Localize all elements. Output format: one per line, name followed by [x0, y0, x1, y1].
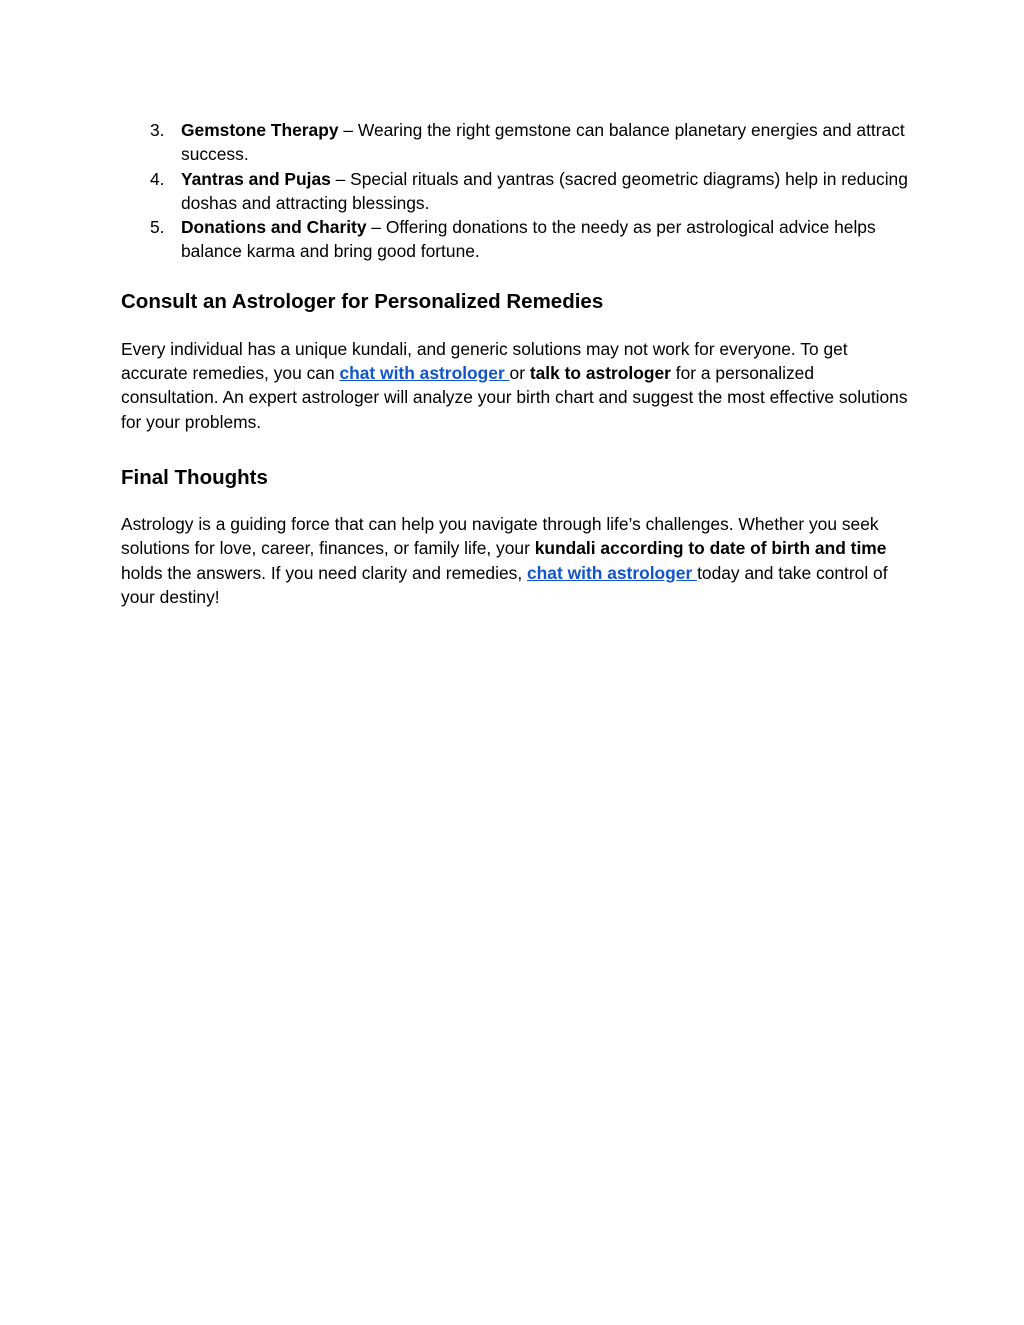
consult-text-b: or — [509, 363, 530, 384]
consult-text-c: for a personalized consultation. An expert astrologer will analyze your birth chart and suggest the most effective solutions for your problems. — [121, 363, 908, 432]
consult-heading: Consult an Astrologer for Personalized Remedies — [121, 289, 604, 313]
list-item-number: 5. — [150, 217, 165, 238]
list-item — [121, 215, 911, 264]
final-thoughts-paragraph — [121, 512, 911, 609]
list-item-text: – Special rituals and yantras (sacred geometric diagrams) help in reducing doshas and attracting blessings. — [181, 168, 908, 213]
final-text-a: Astrology is a guiding force that can help you navigate through life’s challenges. Whether you seek solutions for love, career, finances, or family life, your — [121, 513, 879, 559]
list-item-title: Donations and Charity — [181, 217, 367, 238]
list-item-number: 3. — [150, 120, 165, 140]
document-page — [121, 118, 911, 609]
list-item-text: – Offering donations to the needy as per astrological advice helps balance karma and bring good fortune. — [181, 217, 876, 262]
list-item-title: Gemstone Therapy — [181, 120, 339, 140]
chat-with-astrologer-link[interactable]: chat with astrologer — [339, 363, 510, 384]
kundali-bold: kundali according to date of birth and time — [534, 538, 887, 559]
list-item-text: – Wearing the right gemstone can balance planetary energies and attract success. — [181, 120, 905, 165]
list-item — [121, 118, 911, 167]
remedies-list — [121, 118, 911, 264]
list-item-title: Yantras and Pujas — [181, 168, 331, 189]
consult-text-a: Every individual has a unique kundali, and generic solutions may not work for everyone. To get accurate remedies, you can — [121, 338, 848, 384]
final-text-b: holds the answers. If you need clarity and remedies, — [121, 562, 527, 583]
list-item-number: 4. — [150, 168, 165, 189]
list-item — [121, 167, 911, 216]
final-text-c: today and take control of your destiny! — [121, 562, 888, 607]
chat-with-astrologer-link-2[interactable]: chat with astrologer — [527, 562, 698, 583]
final-thoughts-heading: Final Thoughts — [121, 465, 268, 489]
consult-paragraph — [121, 337, 911, 434]
talk-to-astrologer-bold: talk to astrologer — [529, 363, 671, 384]
